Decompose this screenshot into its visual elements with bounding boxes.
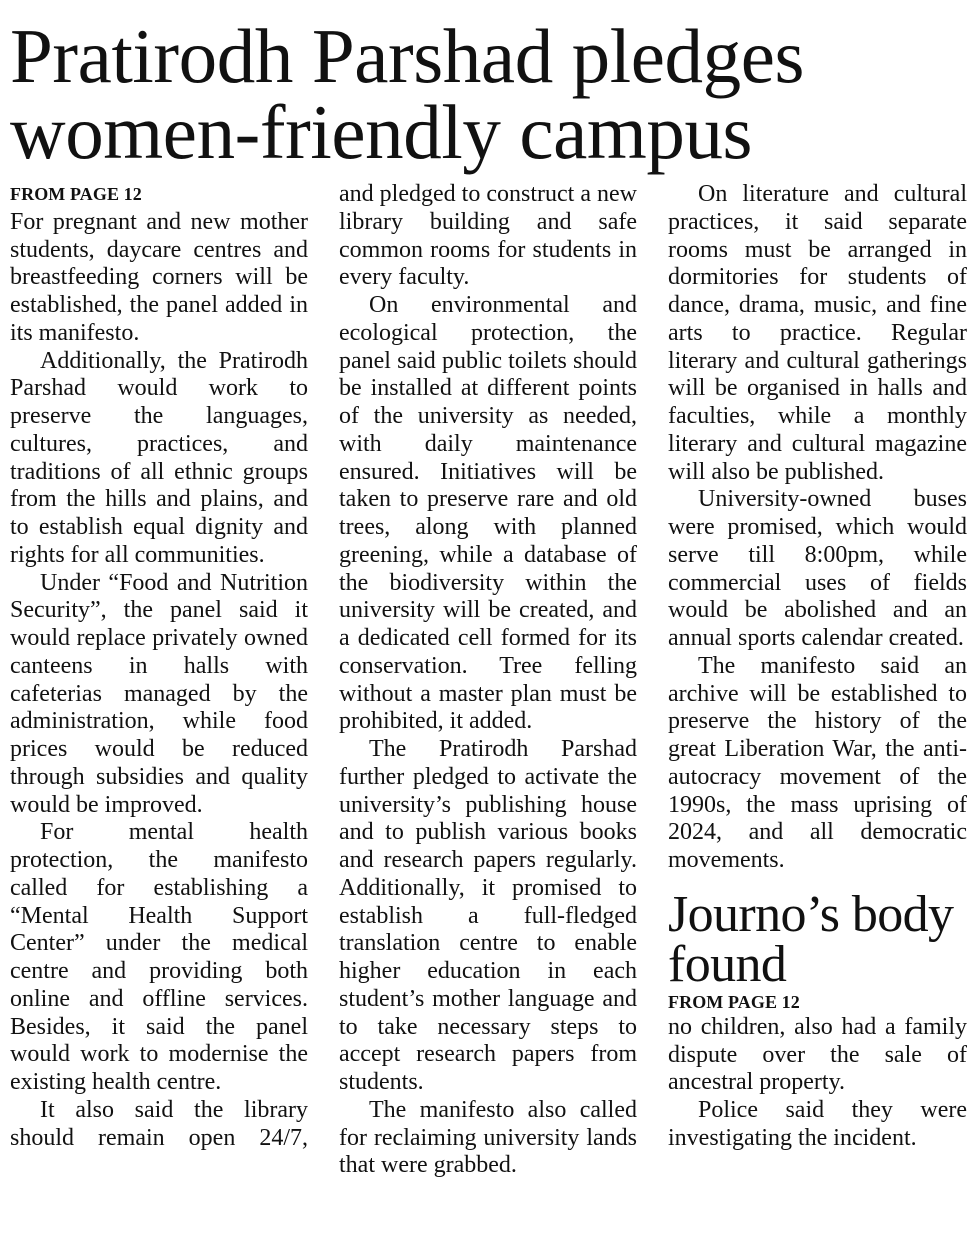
article-paragraph: For pregnant and new mother students, daycare centres and breastfeeding corners will be established, the panel added in its manifesto. [10,208,308,346]
article-paragraph: The manifesto said an archive will be established to preserve the history of the great Liberation War, the anti-autocracy movement of the 1990s, the mass uprising of 2024, and all democratic movements. [668,652,967,873]
article-column-3 [668,181,967,1153]
article-paragraph: It also said the library should remain open 24/7, [10,1096,308,1151]
article-paragraph: On environmental and ecological protection, the panel said public toilets should be installed at different points of the university as needed, with daily maintenance ensured. Initiatives will be taken to preserve rare and old trees, along with planned greening, while a database of the biodiversity within the university will be created, and a dedicated cell formed for its conservation. Tree felling without a master plan must be prohibited, it added. [339,292,637,735]
main-headline: Pratirodh Parshad pledges women-friendly campus [10,13,805,175]
article-column-2 [339,181,637,1180]
article-paragraph: Under “Food and Nutrition Security”, the panel said it would replace privately owned canteens in halls with cafeterias managed by the administration, while food prices would be reduced through subsidies and quality would be improved. [10,569,308,818]
second-article-paragraph: Police said they were investigating the incident. [668,1097,967,1151]
article-paragraph: The Pratirodh Parshad further pledged to activate the university’s publishing house and to publish various books and research papers regularly. Additionally, it promised to establish a full-fledged translation centre to enable higher education in each student’s mother language and to take necessary steps to accept research papers from students. [339,736,637,1095]
second-article-headline: Journo’s body found [668,885,954,993]
continued-from-label: FROM PAGE 12 [10,184,142,204]
article-paragraph: Additionally, the Pratirodh Parshad would work to preserve the languages, cultures, practices, and traditions of all ethnic groups from the hills and plains, and to establish equal dignity and rights for all communities. [10,347,308,568]
article-paragraph: The manifesto also called for reclaiming university lands that were grabbed. [339,1096,637,1179]
article-paragraph: University-owned buses were promised, which would serve till 8:00pm, while commercial uses of fields would be abolished and an annual sports calendar created. [668,486,967,651]
article-paragraph: On literature and cultural practices, it said separate rooms must be arranged in dormitories for students of dance, drama, music, and fine arts to practice. Regular literary and cultural gatherings will be organised in halls and faculties, while a monthly literary and cultural magazine will also be published. [668,181,967,485]
article-paragraph: and pledged to construct a new library building and safe common rooms for students in every faculty. [339,181,637,291]
article-column-1 [10,181,308,1152]
article-paragraph: For mental health protection, the manifesto called for establishing a “Mental Health Support Center” under the medical centre and providing both online and offline services. Besides, it said the panel would work to modernise the existing health centre. [10,819,308,1095]
second-article-paragraph: no children, also had a family dispute over the sale of ancestral property. [668,1013,967,1096]
second-article-continued-label: FROM PAGE 12 [668,991,800,1012]
